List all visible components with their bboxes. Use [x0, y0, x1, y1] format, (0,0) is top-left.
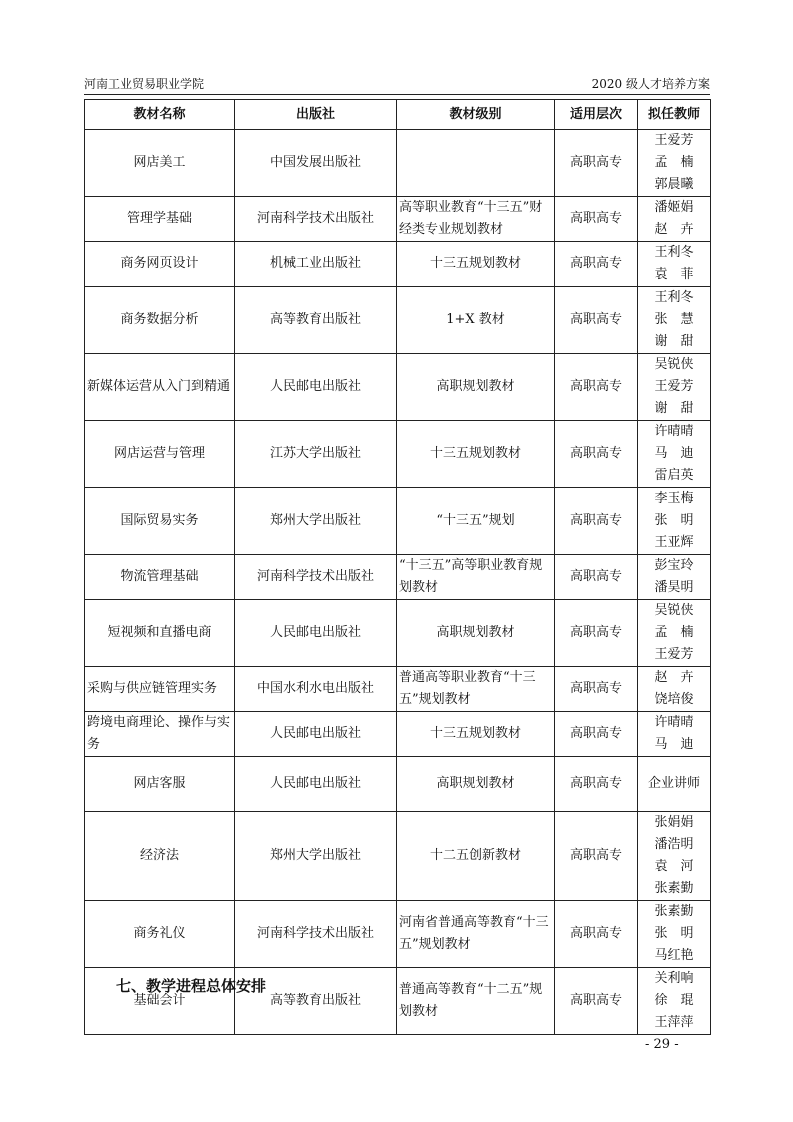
publisher-cell: 中国水利水电出版社 — [235, 667, 397, 712]
teacher-name: 袁 菲 — [654, 267, 694, 282]
publisher-cell: 河南科学技术出版社 — [235, 555, 397, 600]
level-cell: 十三五规划教材 — [397, 421, 555, 488]
table-row — [85, 197, 711, 242]
table-body — [85, 130, 711, 1035]
publisher-cell: 河南科学技术出版社 — [235, 901, 397, 968]
table-row — [85, 421, 711, 488]
scope-cell: 高职高专 — [555, 757, 638, 812]
teacher-name: 饶培俊 — [654, 692, 694, 707]
table-header-row — [85, 100, 711, 130]
teacher-name: 吴锐侠 — [654, 357, 694, 372]
table-row — [85, 901, 711, 968]
textbook-name-cell: 网店美工 — [85, 130, 235, 197]
scope-cell: 高职高专 — [555, 287, 638, 354]
teachers-cell — [638, 421, 711, 488]
publisher-cell: 人民邮电出版社 — [235, 712, 397, 757]
scope-cell: 高职高专 — [555, 488, 638, 555]
teachers-cell — [638, 600, 711, 667]
level-cell — [397, 130, 555, 197]
textbook-name-cell: 经济法 — [85, 812, 235, 901]
level-cell: 高职规划教材 — [397, 757, 555, 812]
column-header: 出版社 — [235, 100, 397, 130]
teachers-cell — [638, 968, 711, 1035]
column-header: 拟任教师 — [638, 100, 711, 130]
teachers-cell — [638, 812, 711, 901]
teacher-name: 张素勤 — [654, 904, 694, 919]
teacher-name: 王亚辉 — [654, 535, 694, 550]
teacher-name: 袁 河 — [654, 859, 694, 874]
scope-cell: 高职高专 — [555, 130, 638, 197]
teachers-cell — [638, 130, 711, 197]
column-header: 教材名称 — [85, 100, 235, 130]
teacher-name: 王爱芳 — [654, 133, 694, 148]
teacher-name: 张 慧 — [654, 312, 694, 327]
textbook-name-cell: 商务礼仪 — [85, 901, 235, 968]
textbook-name-cell: 国际贸易实务 — [85, 488, 235, 555]
scope-cell: 高职高专 — [555, 242, 638, 287]
teacher-name: 许晴晴 — [654, 715, 694, 730]
table-row — [85, 287, 711, 354]
textbook-name-cell: 商务网页设计 — [85, 242, 235, 287]
publisher-cell: 高等教育出版社 — [235, 287, 397, 354]
teacher-name: 李玉梅 — [654, 491, 694, 506]
teacher-name: 谢 甜 — [654, 401, 694, 416]
level-cell: 普通高等教育“十二五”规划教材 — [397, 968, 555, 1035]
level-cell: 高等职业教育“十三五”财经类专业规划教材 — [397, 197, 555, 242]
section-title: 七、教学进程总体安排 — [116, 977, 267, 995]
teachers-cell — [638, 712, 711, 757]
column-header: 教材级别 — [397, 100, 555, 130]
textbook-name-cell: 跨境电商理论、操作与实务 — [85, 712, 235, 757]
table-row — [85, 555, 711, 600]
scope-cell: 高职高专 — [555, 667, 638, 712]
table-row — [85, 667, 711, 712]
teacher-name: 彭宝玲 — [654, 558, 694, 573]
teachers-cell — [638, 555, 711, 600]
teacher-name: 张 明 — [654, 926, 694, 941]
teachers-cell — [638, 287, 711, 354]
teacher-name: 王利冬 — [654, 290, 694, 305]
textbook-name-cell: 新媒体运营从入门到精通 — [85, 354, 235, 421]
teacher-name: 张 明 — [654, 513, 694, 528]
level-cell: “十三五”规划 — [397, 488, 555, 555]
teacher-name: 王萍萍 — [654, 1015, 694, 1030]
teacher-name: 赵 卉 — [654, 670, 694, 685]
teachers-cell — [638, 197, 711, 242]
level-cell: 十三五规划教材 — [397, 242, 555, 287]
scope-cell: 高职高专 — [555, 600, 638, 667]
level-cell: 十三五规划教材 — [397, 712, 555, 757]
textbook-name-cell: 管理学基础 — [85, 197, 235, 242]
teacher-name: 许晴晴 — [654, 424, 694, 439]
textbook-name-cell: 基础会计 — [85, 968, 235, 1035]
teacher-name: 吴锐侠 — [654, 603, 694, 618]
table-row — [85, 130, 711, 197]
table-row — [85, 712, 711, 757]
teacher-name: 孟 楠 — [654, 155, 694, 170]
textbook-name-cell: 网店运营与管理 — [85, 421, 235, 488]
table-row — [85, 757, 711, 812]
teacher-name: 谢 甜 — [654, 334, 694, 349]
teacher-name: 雷启英 — [654, 468, 694, 483]
teacher-name: 潘姬娟 — [654, 200, 694, 215]
scope-cell: 高职高专 — [555, 712, 638, 757]
teacher-name: 徐 琨 — [654, 993, 694, 1008]
teacher-name: 王爱芳 — [654, 379, 694, 394]
page-number: - 29 - — [645, 1037, 679, 1052]
textbook-name-cell: 商务数据分析 — [85, 287, 235, 354]
header-school-name: 河南工业贸易职业学院 — [84, 77, 205, 91]
table-row — [85, 488, 711, 555]
scope-cell: 高职高专 — [555, 968, 638, 1035]
publisher-cell: 人民邮电出版社 — [235, 354, 397, 421]
teacher-name: 张素勤 — [654, 881, 694, 896]
teacher-name: 郭晨曦 — [654, 177, 694, 192]
teacher-name: 马红艳 — [654, 948, 694, 963]
scope-cell: 高职高专 — [555, 421, 638, 488]
teacher-name: 关利响 — [654, 971, 694, 986]
table-row — [85, 242, 711, 287]
publisher-cell: 郑州大学出版社 — [235, 812, 397, 901]
scope-cell: 高职高专 — [555, 354, 638, 421]
level-cell: 十二五创新教材 — [397, 812, 555, 901]
table-row — [85, 812, 711, 901]
publisher-cell: 高等教育出版社 — [235, 968, 397, 1035]
teacher-name: 王利冬 — [654, 245, 694, 260]
table-row — [85, 600, 711, 667]
publisher-cell: 江苏大学出版社 — [235, 421, 397, 488]
teachers-cell — [638, 488, 711, 555]
teacher-name: 潘浩明 — [654, 837, 694, 852]
teacher-name: 企业讲师 — [647, 776, 700, 791]
level-cell: 河南省普通高等教育“十三五”规划教材 — [397, 901, 555, 968]
textbook-name-cell: 采购与供应链管理实务 — [85, 667, 235, 712]
publisher-cell: 河南科学技术出版社 — [235, 197, 397, 242]
teacher-name: 马 迪 — [654, 446, 694, 461]
scope-cell: 高职高专 — [555, 555, 638, 600]
table-row — [85, 354, 711, 421]
level-cell: 1+X 教材 — [397, 287, 555, 354]
teachers-cell — [638, 757, 711, 812]
teachers-cell — [638, 667, 711, 712]
level-cell: “十三五”高等职业教育规划教材 — [397, 555, 555, 600]
textbook-name-cell: 短视频和直播电商 — [85, 600, 235, 667]
scope-cell: 高职高专 — [555, 197, 638, 242]
page-header — [84, 72, 710, 95]
teacher-name: 马 迪 — [654, 737, 694, 752]
teacher-name: 张娟娟 — [654, 815, 694, 830]
teachers-cell — [638, 242, 711, 287]
level-cell: 高职规划教材 — [397, 354, 555, 421]
teacher-name: 潘昊明 — [654, 580, 694, 595]
column-header: 适用层次 — [555, 100, 638, 130]
textbook-name-cell: 物流管理基础 — [85, 555, 235, 600]
scope-cell: 高职高专 — [555, 901, 638, 968]
publisher-cell: 中国发展出版社 — [235, 130, 397, 197]
publisher-cell: 郑州大学出版社 — [235, 488, 397, 555]
teacher-name: 王爱芳 — [654, 647, 694, 662]
textbook-table — [84, 99, 711, 1035]
header-doc-title: 2020 级人才培养方案 — [591, 77, 710, 91]
level-cell: 普通高等职业教育“十三五”规划教材 — [397, 667, 555, 712]
scope-cell: 高职高专 — [555, 812, 638, 901]
publisher-cell: 人民邮电出版社 — [235, 757, 397, 812]
teacher-name: 赵 卉 — [654, 222, 694, 237]
publisher-cell: 人民邮电出版社 — [235, 600, 397, 667]
publisher-cell: 机械工业出版社 — [235, 242, 397, 287]
teachers-cell — [638, 354, 711, 421]
level-cell: 高职规划教材 — [397, 600, 555, 667]
teachers-cell — [638, 901, 711, 968]
textbook-name-cell: 网店客服 — [85, 757, 235, 812]
teacher-name: 孟 楠 — [654, 625, 694, 640]
